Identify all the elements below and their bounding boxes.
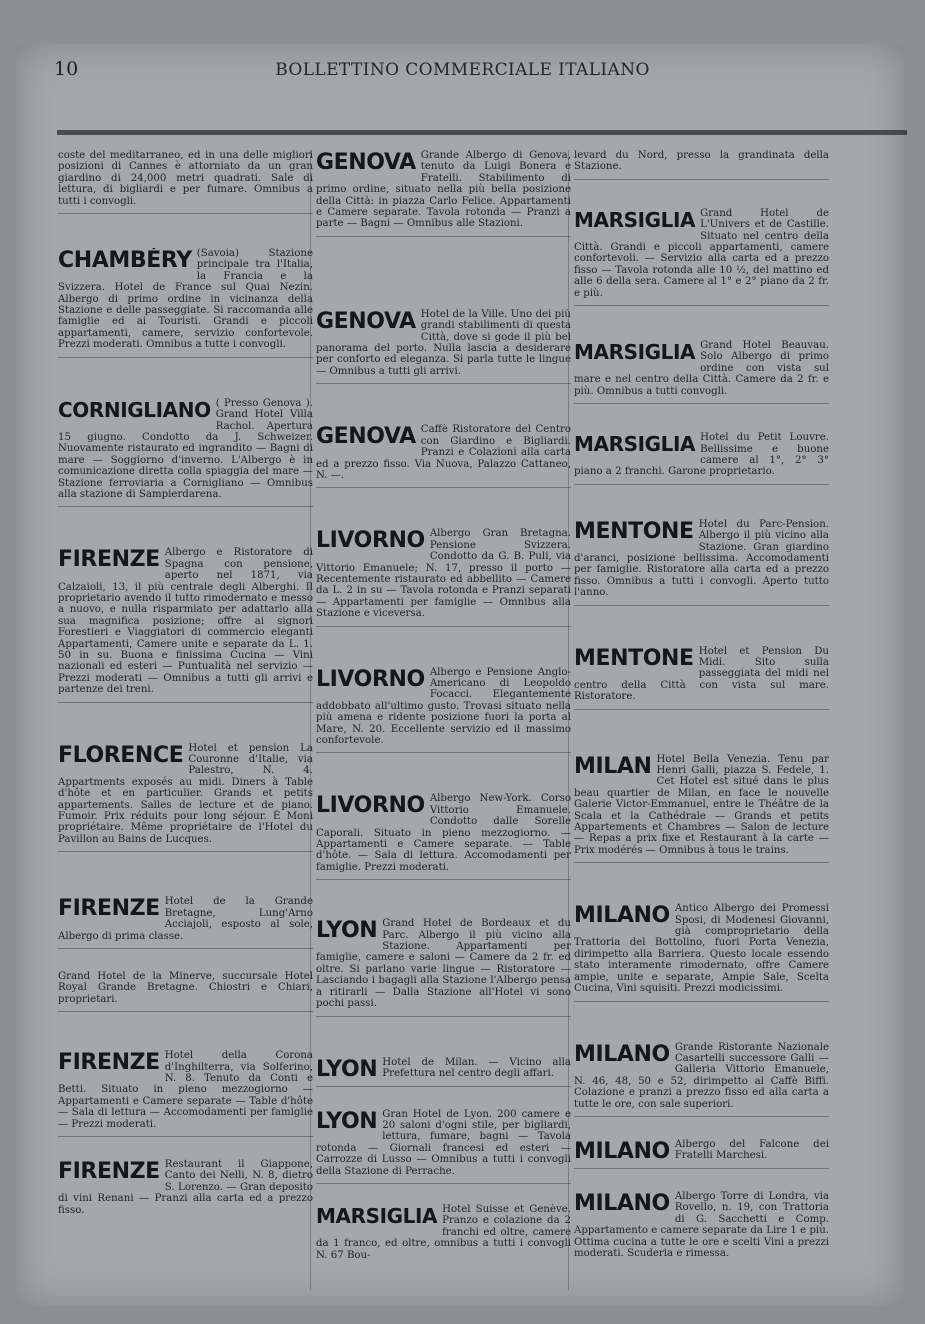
advert-divider (574, 709, 829, 710)
advert-block (316, 918, 571, 1009)
advert-divider (58, 1136, 313, 1137)
advert-divider (316, 1016, 571, 1017)
advert-text: Albergo del Falcone dei Fratelli Marchesi. (674, 1138, 829, 1162)
advert-text: Hotel della Corona d'Inghilterra, via Solferino, N. 8. Tenuto da Conti e Betti. Situato in pieno mezzogiorno — Appartamenti e Camere separate — Table d'hôte — Sala di lettura — Accomodamenti per famiglie — Prezzi moderati. (58, 1050, 313, 1130)
advert-city: MILANO (574, 903, 670, 929)
advert-block (316, 424, 571, 481)
advert-divider (58, 948, 313, 949)
advert-city: MILANO (574, 1138, 670, 1162)
advert-city: CHAMBÉRY (58, 248, 192, 274)
advert-text: Grand Hotel de la Minerve, succursale Hotel Royal Grande Bretagne. Chiostri e Chiari, proprietari. (58, 970, 313, 1005)
advert-block (58, 896, 313, 942)
advert-block (574, 519, 829, 599)
advert-text: Hotel de la Ville. Uno dei più grandi stabilimenti di questa Città, dove si gode il più bel panorama del porto. Nulla lascia a desiderare per conforto ed eleganza. Si parla tutte le lingue — Omnibus a tutti gli arrivi. (316, 308, 571, 377)
advert-block (574, 1139, 829, 1162)
advert-text: Hotel Suisse et Genève. Pranzo e colazione da 2 franchi ed oltre, camere da 1 franco, ed oltre, omnibus a tutti i convogli N. 67 Bou- (316, 1203, 571, 1261)
advert-city: CORNIGLIANO (58, 397, 211, 422)
advert-text: Grande Albergo di Genova, tenuto da Luigi Bonera e Fratelli. Stabilimento di primo ordine, situato nella più bella posizione della Città: in piazza Carlo Felice. Appartamenti e Camere separate. Tavola rotonda — Pranzi a parte — Bagni — Omnibus alle Stazioni. (316, 150, 571, 230)
column-3 (574, 150, 829, 1259)
advert-city: MARSIGLIA (316, 1203, 438, 1228)
advert-city: MARSIGLIA (574, 432, 696, 457)
advert-block (574, 754, 829, 857)
advert-text: ( Presso Genova ). Grand Hotel Villa Rachol. Apertura 15 giugno. Condotto da J. Schweizer. Nuovamente ristaurato ed ingrandito — Bagni di mare — Soggiorno d'inverno. L'Albergo è in comunicazione diretta colla spiaggia del mare — Stazione ferroviaria a Cornigliano — Omnibus alla stazione di Sampierdarena. (58, 397, 313, 500)
advert-divider (316, 626, 571, 627)
advert-text: Albergo Gran Bretagna. Pensione Svizzera. Condotto da G. B. Puli, via Vittorio Emanuele; N. 17, presso il porto — Recentemente ristaurato ed abbellito — Camere da L. 2 in su — Tavola rotonda e Pranzi separati — Appartamenti per famiglie — Omnibus alla Stazione e viceversa. (316, 528, 571, 620)
advert-block (58, 398, 313, 501)
header-rule (57, 130, 907, 135)
advert-block (316, 309, 571, 377)
advert-block (316, 1109, 571, 1177)
advert-text: Antico Albergo dei Promessi Sposi, di Modenesi Giovanni, già comproprietario della Trattoria del Bottolino, fuori Porta Venezia, dirimpetto alla Barriera. Questo locale essendo stato interamente rimodernato, offre Camere ampie, unite e separate, Ampie Sale, Scelta Cucina, Vini squisiti. Prezzi modicissimi. (574, 903, 829, 995)
advert-city: MILAN (574, 753, 652, 779)
advert-divider (574, 1116, 829, 1117)
column-1 (58, 150, 313, 1216)
advert-text: Hotel du Petit Louvre. Bellissime e buone camere al 1°, 2° 3° piano a 2 franchi. Garone proprietario. (574, 432, 829, 478)
advert-block (574, 903, 829, 994)
advert-divider (316, 383, 571, 384)
advert-text: Hotel Bella Venezia. Tenu par Henri Galli, piazza S. Fedele, 1. Cet Hotel est situé dans le plus beau quartier de Milan, en face le nouvelle Galerie Victor-Emmanuel, entre le Théâtre de la Scala et la Cathédrale — Grands et petits Appartements et Chambres — Salon de lecture — Repas a prix fixe et Restaurant à la carte — Prix modérés — Omnibus à tous le trains. (574, 753, 829, 856)
advert-city: FIRENZE (58, 1050, 160, 1076)
advert-text: (Savoia) Stazione principale tra l'Italia, la Francia e la Svizzera. Hotel de France sul Quai Nezin. Albergo di primo ordine in vicinanza della Stazione e delle passeggiate. Si raccomanda alle famiglie ed ai Touristi. Grandi e piccoli appartamenti, camere, servizio confortevole. Prezzi moderati. Omnibus a tutte i convogli. (58, 248, 313, 351)
advert-divider (316, 752, 571, 753)
advert-city: GENOVA (316, 150, 416, 175)
advert-text: Hotel et Pension Du Midi. Sito sulla passeggiata del midi nel centro della Città con vista sul mare. Ristoratore. (574, 645, 829, 703)
advert-city: MENTONE (574, 518, 694, 544)
advert-divider (574, 862, 829, 863)
advert-block (316, 1204, 571, 1261)
advert-city: MILANO (574, 1190, 670, 1216)
advert-block (316, 667, 571, 747)
advert-block (58, 547, 313, 695)
advert-block (574, 340, 829, 397)
advert-block (316, 528, 571, 619)
advert-block (574, 208, 829, 299)
advert-divider (58, 1011, 313, 1012)
advert-divider (316, 879, 571, 880)
advert-block (574, 432, 829, 478)
advert-divider (58, 506, 313, 507)
advert-city: LIVORNO (316, 528, 425, 554)
column-2 (316, 150, 571, 1261)
advert-city: MENTONE (574, 645, 694, 671)
advert-block (316, 150, 571, 230)
advert-city: LYON (316, 918, 378, 944)
advert-text: Albergo e Pensione Anglo-Americano di Leopoldo Focacci. Elegantemente addobbato all'ultimo gusto. Trovasi situato nella più amena e ridente posizione fuori la porta al Mare, N. 20. Eccellente servizio ed il massimo confortevole. (316, 666, 571, 746)
advert-city: FLORENCE (58, 742, 184, 768)
advert-divider (574, 484, 829, 485)
advert-divider (574, 305, 829, 306)
advert-block (58, 150, 313, 207)
advert-text: Albergo New-York. Corso Vittorio Emanuele. Condotto dalle Sorelle Caporali. Situato in pieno mezzogiorno. — Appartamenti e Camere separate. — Table d'hôte. — Sala di lettura. Accomodamenti per famiglie. Prezzi moderati. (316, 793, 571, 873)
advert-city: FIRENZE (58, 547, 160, 573)
advert-text: Grand Hotel de Bordeaux et du Parc. Albergo il più vicino alla Stazione. Appartamenti per famiglie, camere e saloni — Camere da 2 fr. ed oltre. Si parlano varie lingue — Ristoratore — Lasciando i bagagli alla Stazione l'Albergo pensa a ritirarli — Dalla Stazione all'Hotel vi sono pochi passi. (316, 918, 571, 1010)
advert-text: Hotel et pension La Couronne d'Italie, via Palestro, N. 4. Appartments exposés au midi. Diners à Table d'hôte et en particulier. Grands et petits appartements. Salles de lecture et de piano. Fumoir. Prix réduits pour long séjour. É Moni propriétaire. Même propriétaire de l'Hotel du Pavillon au Bains de Lucques. (58, 742, 313, 845)
advert-divider (316, 1086, 571, 1087)
advert-block (574, 1191, 829, 1259)
advert-city: LIVORNO (316, 793, 425, 819)
advert-block (574, 150, 829, 173)
advert-block (58, 1159, 313, 1216)
advert-city: GENOVA (316, 308, 416, 334)
advert-city: FIRENZE (58, 896, 160, 922)
advert-city: MARSIGLIA (574, 340, 696, 365)
advert-city: LYON (316, 1108, 378, 1134)
advert-divider (316, 1183, 571, 1184)
advert-block (574, 1042, 829, 1110)
advert-divider (574, 1168, 829, 1169)
advert-divider (574, 605, 829, 606)
advert-text: Gran Hotel de Lyon. 200 camere e 20 saloni d'ogni stile, per bigliardi, lettura, fumare, bagni — Tavola rotonda — Giornali francesi ed esteri — Carrozze di Lusso — Omnibus a tutti i convogli della Stazione di Perrache. (316, 1108, 571, 1177)
advert-text: Albergo Torre di Londra, via Rovello, n. 19, con Trattoria di G. Sacchetti e Comp. Appartamento e camere separate da Lire 1 e più. Ottima cucina a tutte le ore e scelti Vini a prezzi moderati. Scuderia e rimessa. (574, 1190, 829, 1259)
advert-text: Grand Hotel Beauvau. Solo Albergo di primo ordine con vista sul mare e nel centro della Città. Camere da 2 fr. e più. Omnibus a tutti convogli. (574, 340, 829, 397)
advert-city: FIRENZE (58, 1158, 160, 1184)
advert-divider (574, 403, 829, 404)
advert-divider (574, 1001, 829, 1002)
advert-block (316, 1057, 571, 1080)
advert-city: LIVORNO (316, 666, 425, 692)
advert-block (58, 248, 313, 351)
advert-divider (58, 702, 313, 703)
advert-block (316, 793, 571, 873)
advert-text: Grand Hotel de L'Univers et de Castille. Situato nel centro della Città. Grandi e piccoli appartamenti, camere confortevoli. — Servizio alla carta ed a prezzo fisso — Tavola rotonda alle 10 ½, del mattino ed alle 6 della sera. Camere al 1° e 2° piano da 2 fr. e più. (574, 207, 829, 299)
advert-text: Grande Ristorante Nazionale Casartelli successore Galli — Galleria Vittorio Emanuele, N. 46, 48, 50 e 52, dirimpetto al Caffè Biffi. Colazione e pranzi a prezzo fisso ed alla carta a tutte le ore, con sale superiori. (574, 1041, 829, 1110)
advert-divider (58, 357, 313, 358)
advert-block (58, 743, 313, 846)
advert-text: Hotel de Milan. — Vicino alla Prefettura nel centro degli affari. (382, 1056, 571, 1079)
advert-text: Hotel du Parc-Pension. Albergo il più vicino alla Stazione. Gran giardino d'aranci, posizione bellissima. Accomodamenti per famiglie. Ristoratore alla carta ed a prezzo fisso. Omnibus a tutti i convogli. Aperto tutto l'anno. (574, 518, 829, 599)
advert-divider (58, 213, 313, 214)
advert-city: GENOVA (316, 424, 416, 450)
advert-city: MILANO (574, 1041, 670, 1067)
advert-text: Albergo e Ristoratore di Spagna con pensione, aperto nel 1871, via Calzaioli, 13, il più centrale degli Alberghi. Il proprietario avendo il tutto rimodernato e messo a nuovo, e nulla risparmiato per adattarlo alla sua magnifica posizione; offre ai signori Forestieri e Viaggiatori di commercio eleganti Appartamenti, Camere unite e separate da L. 1. 50 in su. Buona e finissima Cucina — Vini nazionali ed esteri — Puntualità nel servizio — Prezzi moderati — Omnibus a tutti gli arrivi e partenze dei treni. (58, 547, 313, 696)
advert-divider (58, 851, 313, 852)
advert-block (574, 646, 829, 703)
advert-block (58, 971, 313, 1005)
page-number: 10 (54, 58, 79, 80)
advert-text: Restaurant il Giappone, Canto dei Nelli, N. 8, dietro S. Lorenzo. — Gran deposito di vini Renani — Pranzi alla carta ed a prezzo fisso. (58, 1158, 313, 1216)
advert-text: Caffè Ristoratore del Centro con Giardino e Bigliardi. Pranzi e Colazioni alla carta ed a prezzo fisso. Via Nuova, Palazzo Cattaneo, N. —. (316, 424, 571, 481)
advert-text: Hotel de la Grande Bretagne, Lung'Arno Acciajoli, esposto al sole, Albergo di prima classe. (58, 896, 313, 942)
advert-divider (316, 487, 571, 488)
advert-divider (574, 179, 829, 180)
advert-text: levard du Nord, presso la grandinata della Stazione. (574, 150, 829, 173)
advert-city: MARSIGLIA (574, 207, 696, 232)
advert-divider (316, 236, 571, 237)
running-head: BOLLETTINO COMMERCIALE ITALIANO (275, 60, 650, 80)
advert-city: LYON (316, 1056, 378, 1080)
advert-block (58, 1050, 313, 1130)
advert-text: coste del meditarraneo, ed in una delle migliori posizioni di Cannes è attorniato da un gran giardino di 24,000 metri quadrati. Sale di lettura, di bigliardi e per fumare. Omnibus a tutti i convogli. (58, 150, 313, 207)
